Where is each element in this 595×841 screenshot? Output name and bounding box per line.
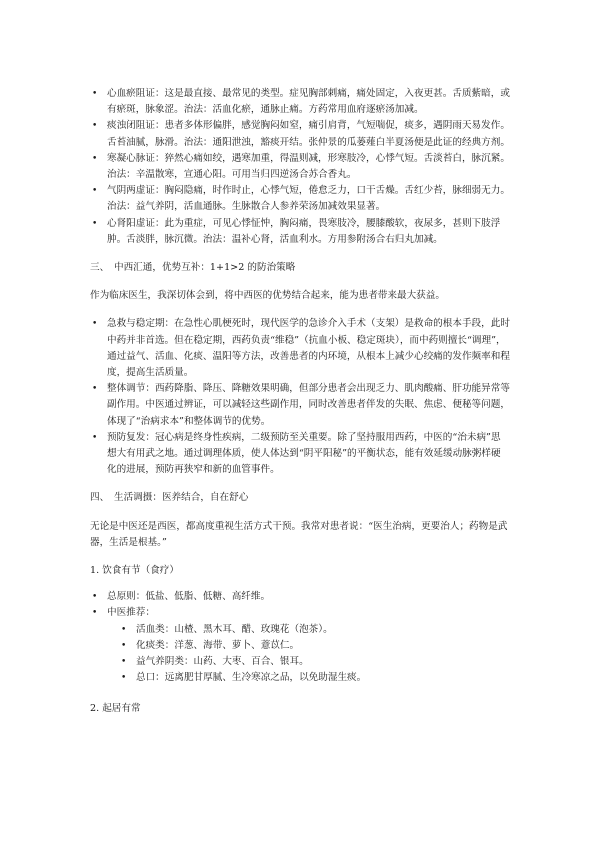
list-item [90,605,510,686]
bullet-icon: • [92,121,98,132]
list-item [90,183,510,215]
syndrome-list [90,86,510,248]
sub-list-item-text: 总口：远离肥甘厚腻、生冷寒凉之品，以免助湿生痰。 [136,672,367,684]
list-item-text: 急救与稳定期：在急性心肌梗死时，现代医学的急诊介入手术（支架）是救命的根本手段，此时中药并非首选。但在稳定期，西药负责“维稳”（抗血小板、稳定斑块），而中药则擅长“调理”，通过益气、活血、化痰、温阳等方法，改善患者的内环境，从根本上减少心绞痛的发作频率和程度，提高生活质量。 [107,318,510,379]
list-item [90,589,510,605]
bullet-icon: • [92,186,98,197]
bullet-icon: • [92,319,98,330]
list-item-text: 寒凝心脉证：猝然心痛如绞，遇寒加重，得温则减，形寒肢冷，心悸气短。舌淡苔白，脉沉紧。治法：辛温散寒，宣通心阳。可用当归四逆汤合苏合香丸。 [107,152,510,181]
section-heading-4 [90,490,510,506]
bullet-icon: • [92,153,98,164]
recommendation-sublist [107,622,510,687]
section-heading-3 [90,260,510,276]
strategy-list [90,316,510,478]
bullet-icon: • [92,89,98,99]
sub-list-item [119,622,510,638]
sub-bullet-icon: • [121,657,127,668]
bullet-icon: • [92,218,98,229]
list-item-text: 气阴两虚证：胸闷隐痛，时作时止，心悸气短，倦怠乏力，口干舌燥。舌红少苔，脉细弱无力。治法：益气养阴，活血通脉。生脉散合人参养荣汤加减效果显著。 [107,185,510,213]
section-number: 三、 [90,262,110,274]
list-item [90,216,510,248]
list-item-text: 心血瘀阻证：这是最直接、最常见的类型。症见胸部刺痛，痛处固定，入夜更甚。舌质紫暗，或有瘀斑，脉象涩。治法：活血化瘀，通脉止痛。方药常用血府逐瘀汤加减。 [107,88,510,116]
section-intro: 作为临床医生，我深切体会到，将中西医的优势结合起来，能为患者带来最大获益。 [90,290,445,302]
list-item-text: 总原则：低盐、低脂、低糖、高纤维。 [107,591,271,603]
list-item-text: 整体调节：西药降脂、降压、降糖效果明确，但部分患者会出现乏力、肌肉酸痛、肝功能异常等副作用。中医通过辨证，可以减轻这些副作用，同时改善患者伴发的失眠、焦虑、便秘等问题，体现了“治病求本”和整体调节的优势。 [107,383,510,427]
list-item [90,430,510,479]
list-item [90,86,510,118]
subsection-heading-routine: 2. 起居有常 [90,702,141,714]
list-item [90,381,510,430]
bullet-icon: • [92,384,98,395]
sub-list-item [119,638,510,654]
section-title: 生活调摄：医养结合，自在舒心 [114,492,249,504]
sub-bullet-icon: • [121,640,127,651]
subsection-heading-diet: 1. 饮食有节（食疗） [90,565,179,577]
list-item [90,118,510,150]
sub-list-item [119,654,510,670]
sub-list-item-text: 活血类：山楂、黑木耳、醋、玫瑰花（泡茶）。 [136,623,333,635]
list-item [90,151,510,183]
section-title: 中西汇通，优势互补：1+1>2 的防治策略 [114,262,296,274]
sub-bullet-icon: • [121,624,127,635]
list-item-text: 中医推荐： [107,607,155,619]
list-item-text: 预防复发：冠心病是终身性疾病，二级预防至关重要。除了坚持服用西药，中医的“治未病”思想大有用武之地。通过调理体质，使人体达到“阴平阳秘”的平衡状态，能有效延缓动脉粥样硬化的进展，预防再狭窄和新的血管事件。 [107,431,501,476]
document-body [90,86,510,727]
sub-list-item-text: 化痰类：洋葱、海带、萝卜、薏苡仁。 [136,639,300,651]
list-item-text: 痰浊闭阻证：患者多体形偏胖，感觉胸闷如窒，痛引肩背，气短喘促，痰多，遇阴雨天易发作。舌苔油腻，脉滑。治法：通阳泄浊，豁痰开结。张仲景的瓜蒌薤白半夏汤便是此证的经典方剂。 [107,120,510,148]
section-number: 四、 [90,492,110,504]
bullet-icon: • [92,608,98,619]
sub-list-item-text: 益气养阴类：山药、大枣、百合、银耳。 [136,656,309,668]
section-intro: 无论是中医还是西医，都高度重视生活方式干预。我常对患者说：“医生治病，更要治人；药物是武器，生活是根基。” [90,520,508,548]
sub-list-item [119,670,510,686]
bullet-icon: • [92,592,98,603]
bullet-icon: • [92,432,98,443]
sub-bullet-icon: • [121,673,127,684]
list-item [90,316,510,381]
diet-list [90,589,510,686]
list-item-text: 心肾阳虚证：此为重症，可见心悸怔忡，胸闷痛，畏寒肢冷，腰膝酸软，夜尿多，甚则下肢浮肿。舌淡胖，脉沉微。治法：温补心肾，活血利水。方用参附汤合右归丸加减。 [107,217,501,245]
